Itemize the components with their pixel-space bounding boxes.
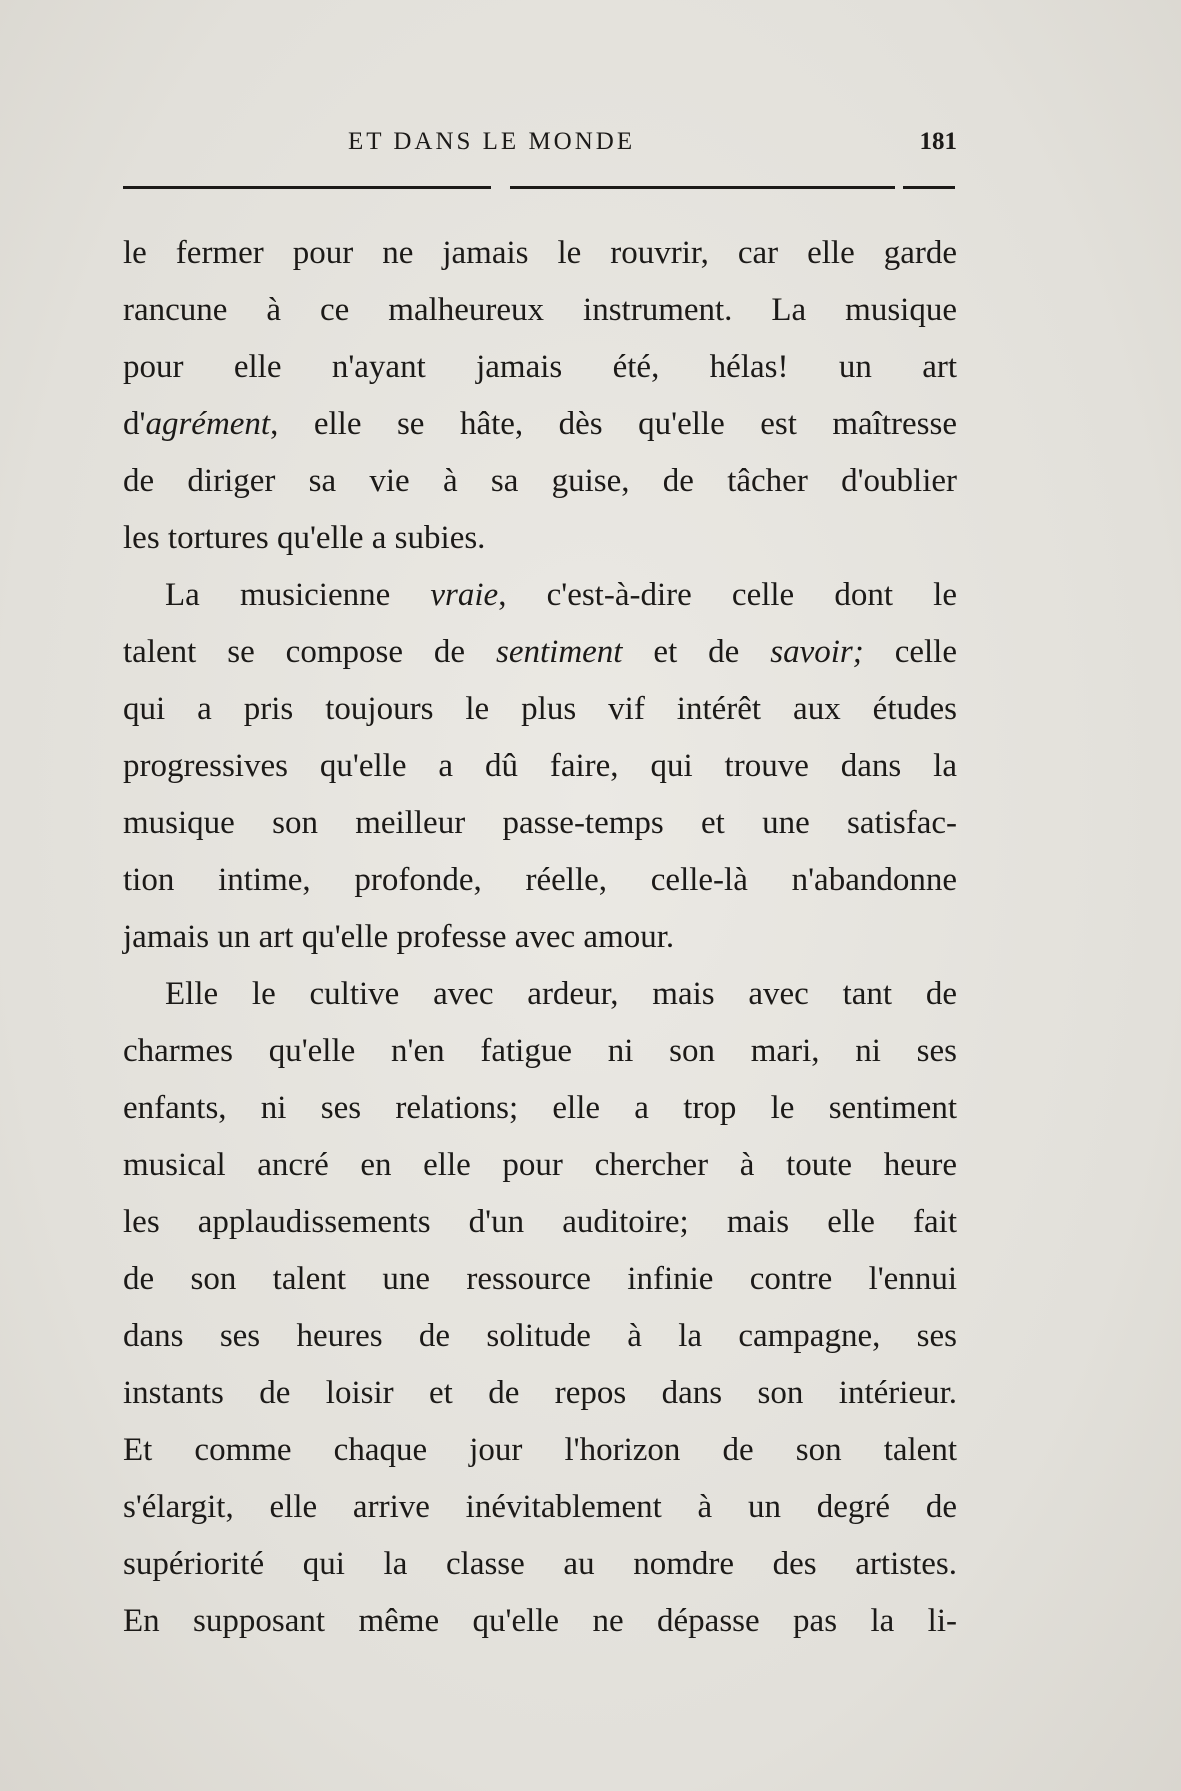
text-line [123, 852, 957, 909]
text-segment: Elle le cultive avec ardeur, mais avec tant de [165, 976, 957, 1012]
text-line [123, 1137, 957, 1194]
text-segment: jamais un art qu'elle professe avec amour. [123, 919, 675, 955]
text-line [123, 681, 957, 738]
running-title: ET DANS LE MONDE [348, 128, 636, 155]
text-line [123, 1365, 957, 1422]
text-segment: de diriger sa vie à sa guise, de tâcher d'oublier [123, 463, 957, 499]
text-line [123, 1194, 957, 1251]
italic-text: savoir; [770, 634, 864, 670]
text-segment: rancune à ce malheureux instrument. La musique [123, 292, 957, 328]
text-line [123, 1479, 957, 1536]
text-line [123, 339, 957, 396]
text-line [123, 966, 957, 1023]
text-segment: pour elle n'ayant jamais été, hélas! un art [123, 349, 957, 385]
text-line [123, 1023, 957, 1080]
text-segment: les tortures qu'elle a subies. [123, 520, 486, 556]
text-line [123, 1593, 957, 1650]
text-line [123, 1080, 957, 1137]
italic-text: vraie [430, 577, 499, 613]
text-line [123, 567, 957, 624]
text-line [123, 909, 957, 966]
text-line [123, 453, 957, 510]
text-segment: , elle se hâte, dès qu'elle est maîtresse [270, 406, 957, 442]
text-segment: s'élargit, elle arrive inévitablement à un degré de [123, 1489, 957, 1525]
text-segment: Et comme chaque jour l'horizon de son talent [123, 1432, 957, 1468]
text-segment: de son talent une ressource infinie contre l'ennui [123, 1261, 957, 1297]
text-segment: celle [863, 634, 957, 670]
text-line [123, 624, 957, 681]
italic-text: agrément [145, 406, 271, 442]
header-rule [123, 186, 491, 189]
text-line [123, 1422, 957, 1479]
italic-text: sentiment [496, 634, 623, 670]
text-segment: musique son meilleur passe-temps et une satisfac- [123, 805, 957, 841]
text-line [123, 225, 957, 282]
text-line [123, 510, 957, 567]
text-segment: progressives qu'elle a dû faire, qui trouve dans la [123, 748, 957, 784]
body-text [123, 225, 957, 1650]
text-segment: , c'est-à-dire celle dont le [498, 577, 957, 613]
text-segment: les applaudissements d'un auditoire; mais elle fait [123, 1204, 957, 1240]
text-segment: le fermer pour ne jamais le rouvrir, car elle garde [123, 235, 957, 271]
text-segment: musical ancré en elle pour chercher à toute heure [123, 1147, 957, 1183]
page-number: 181 [919, 128, 957, 155]
text-line [123, 738, 957, 795]
text-segment: instants de loisir et de repos dans son intérieur. [123, 1375, 957, 1411]
text-segment: enfants, ni ses relations; elle a trop le sentiment [123, 1090, 957, 1126]
page-header [123, 128, 957, 164]
header-rule [510, 186, 895, 189]
text-segment: d' [123, 406, 146, 442]
text-segment: talent se compose de [123, 634, 496, 670]
text-segment: supériorité qui la classe au nomdre des artistes. [123, 1546, 957, 1582]
text-line [123, 795, 957, 852]
text-segment: charmes qu'elle n'en fatigue ni son mari, ni ses [123, 1033, 957, 1069]
text-line [123, 282, 957, 339]
text-segment: et de [622, 634, 771, 670]
text-line [123, 1251, 957, 1308]
text-segment: tion intime, profonde, réelle, celle-là n'abandonne [123, 862, 957, 898]
text-line [123, 1308, 957, 1365]
text-segment: qui a pris toujours le plus vif intérêt aux études [123, 691, 957, 727]
text-segment: En supposant même qu'elle ne dépasse pas la li- [123, 1603, 957, 1639]
text-segment: dans ses heures de solitude à la campagne, ses [123, 1318, 957, 1354]
text-segment: La musicienne [165, 577, 431, 613]
text-line [123, 396, 957, 453]
header-rule [903, 186, 955, 189]
text-line [123, 1536, 957, 1593]
